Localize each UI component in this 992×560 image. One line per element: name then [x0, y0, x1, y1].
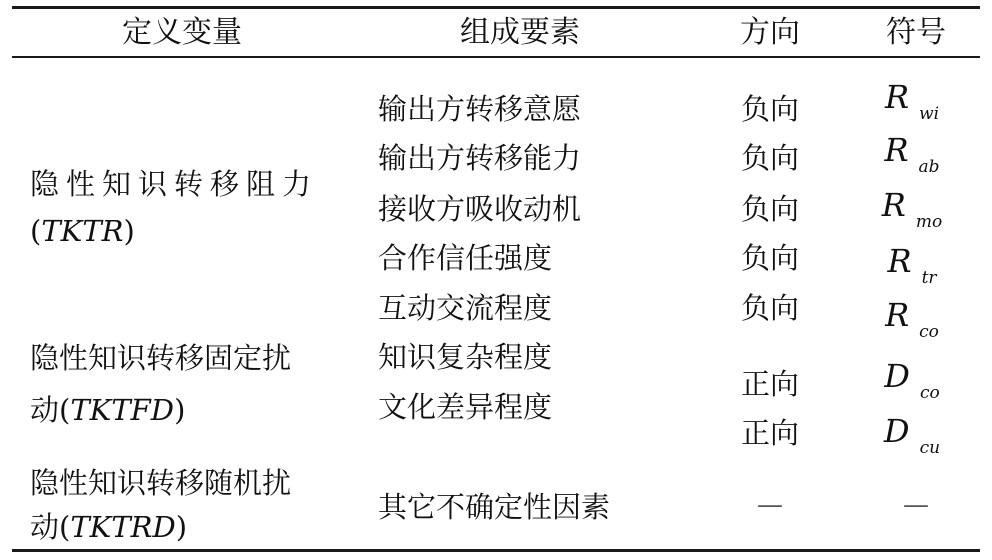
header-elements: 组成要素	[460, 15, 580, 50]
variable-fixed-disturbance-name: 隐性知识转移固定扰	[30, 341, 292, 375]
element-item: 其它不确定性因素	[378, 490, 611, 524]
header-symbol: 符号	[886, 15, 946, 50]
symbol-cell: Rtr	[887, 242, 937, 288]
element-item: 输出方转移意愿	[378, 92, 582, 126]
symbol-cell: —	[903, 490, 929, 520]
direction-cell: 负向	[740, 291, 800, 325]
header-direction: 方向	[740, 15, 800, 50]
element-item: 互动交流程度	[378, 291, 553, 325]
element-item: 接收方吸收动机	[378, 192, 582, 226]
direction-cell: 负向	[740, 241, 800, 275]
variable-resistance-abbr: (TKTR)	[30, 214, 135, 248]
direction-cell: 负向	[740, 192, 800, 226]
element-item: 输出方转移能力	[378, 141, 582, 175]
direction-cell: —	[757, 490, 783, 520]
variable-random-disturbance-abbr: 动(TKTRD)	[30, 510, 188, 544]
table-header-rule	[12, 56, 980, 58]
variable-resistance-name: 隐性知识转移阻力	[30, 167, 319, 201]
direction-cell: 正向	[740, 367, 800, 401]
variable-random-disturbance-name: 隐性知识转移随机扰	[30, 466, 292, 500]
symbol-cell: Dcu	[883, 412, 941, 458]
element-item: 文化差异程度	[378, 390, 553, 424]
direction-cell: 正向	[740, 416, 800, 450]
symbol-cell: Rab	[884, 131, 940, 177]
symbol-cell: Dco	[884, 357, 940, 403]
variable-fixed-disturbance-abbr: 动(TKTFD)	[30, 393, 186, 427]
symbol-cell: Rwi	[884, 78, 940, 124]
symbol-cell: Rco	[885, 296, 939, 342]
header-variable: 定义变量	[122, 15, 242, 50]
element-item: 合作信任强度	[378, 241, 553, 275]
element-item: 知识复杂程度	[378, 340, 553, 374]
direction-cell: 负向	[740, 92, 800, 126]
symbol-cell: Rmo	[881, 186, 943, 232]
table-bottom-rule	[12, 549, 980, 552]
direction-cell: 负向	[740, 141, 800, 175]
table-top-rule	[12, 6, 980, 9]
